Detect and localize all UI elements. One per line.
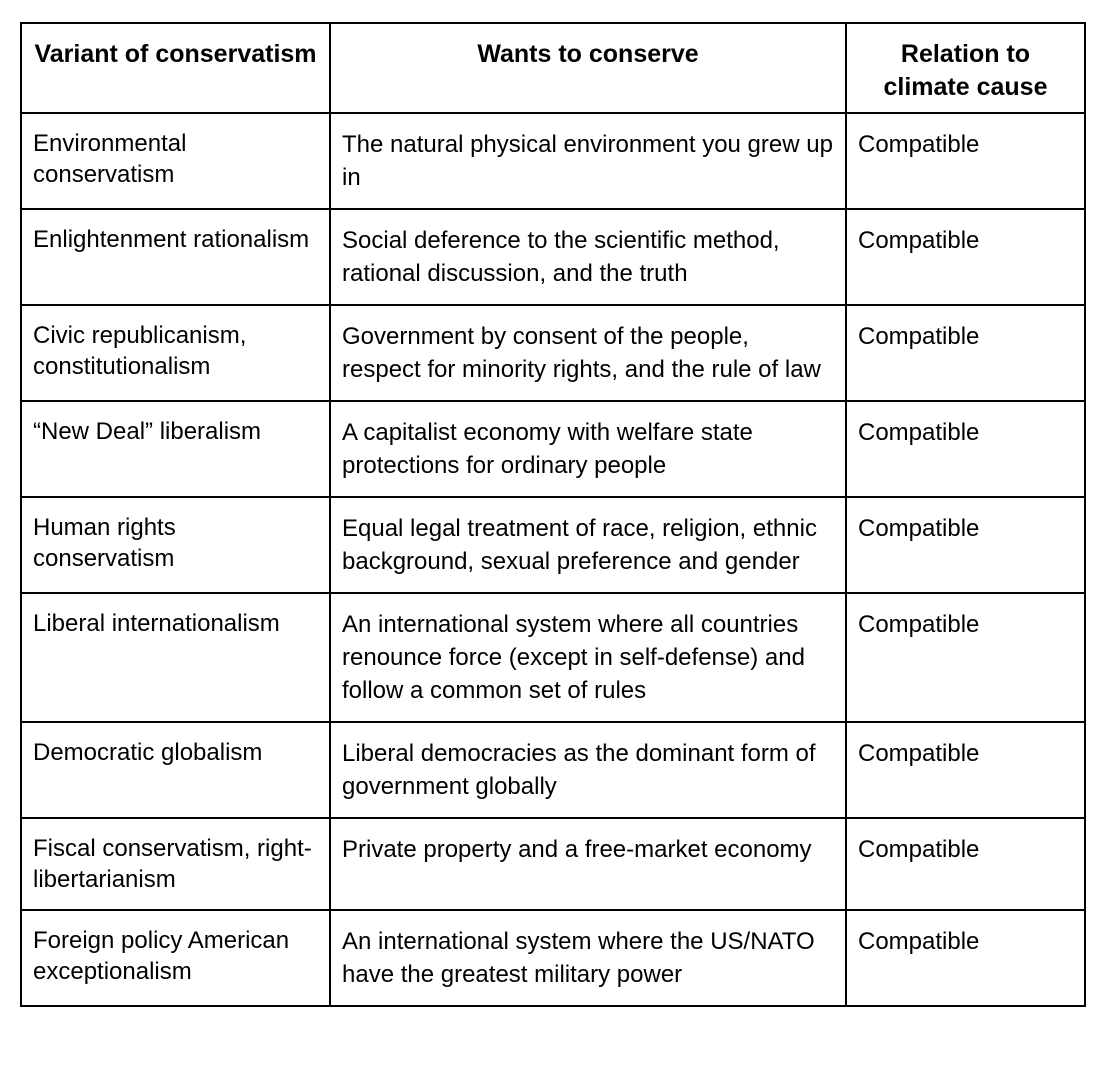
cell-variant: Civic republicanism, constitutionalism [21, 305, 330, 401]
cell-relation: Compatible [846, 722, 1085, 818]
header-variant: Variant of conservatism [21, 23, 330, 113]
cell-relation: Compatible [846, 497, 1085, 593]
cell-relation: Compatible [846, 209, 1085, 305]
table-row [21, 593, 1085, 722]
cell-relation: Compatible [846, 910, 1085, 1006]
table-header [21, 23, 1085, 113]
header-row [21, 23, 1085, 113]
cell-wants: Government by consent of the people, respect for minority rights, and the rule of law [330, 305, 846, 401]
cell-variant: Human rights conservatism [21, 497, 330, 593]
cell-wants: Liberal democracies as the dominant form of government globally [330, 722, 846, 818]
cell-relation: Compatible [846, 818, 1085, 910]
cell-relation: Compatible [846, 401, 1085, 497]
cell-variant: Foreign policy American exceptionalism [21, 910, 330, 1006]
table-row [21, 818, 1085, 910]
table-row [21, 209, 1085, 305]
cell-wants: Private property and a free-market economy [330, 818, 846, 910]
table-row [21, 401, 1085, 497]
cell-relation: Compatible [846, 593, 1085, 722]
header-wants-to-conserve: Wants to conserve [330, 23, 846, 113]
table-row [21, 910, 1085, 1006]
cell-variant: Environmental conservatism [21, 113, 330, 209]
table-row [21, 722, 1085, 818]
cell-wants: Equal legal treatment of race, religion, ethnic background, sexual preference and gender [330, 497, 846, 593]
cell-wants: An international system where all countries renounce force (except in self-defense) and follow a common set of rules [330, 593, 846, 722]
cell-variant: Democratic globalism [21, 722, 330, 818]
cell-relation: Compatible [846, 305, 1085, 401]
cell-variant: Fiscal conservatism, right-libertarianism [21, 818, 330, 910]
header-relation-to-climate-cause: Relation to climate cause [846, 23, 1085, 113]
cell-wants: A capitalist economy with welfare state protections for ordinary people [330, 401, 846, 497]
cell-wants: The natural physical environment you grew up in [330, 113, 846, 209]
cell-variant: “New Deal” liberalism [21, 401, 330, 497]
cell-relation: Compatible [846, 113, 1085, 209]
conservatism-table [20, 22, 1086, 1007]
cell-wants: An international system where the US/NATO have the greatest military power [330, 910, 846, 1006]
table-row [21, 305, 1085, 401]
cell-variant: Liberal internationalism [21, 593, 330, 722]
cell-variant: Enlightenment rationalism [21, 209, 330, 305]
table-row [21, 497, 1085, 593]
cell-wants: Social deference to the scientific method, rational discussion, and the truth [330, 209, 846, 305]
table-body [21, 113, 1085, 1006]
table-row [21, 113, 1085, 209]
